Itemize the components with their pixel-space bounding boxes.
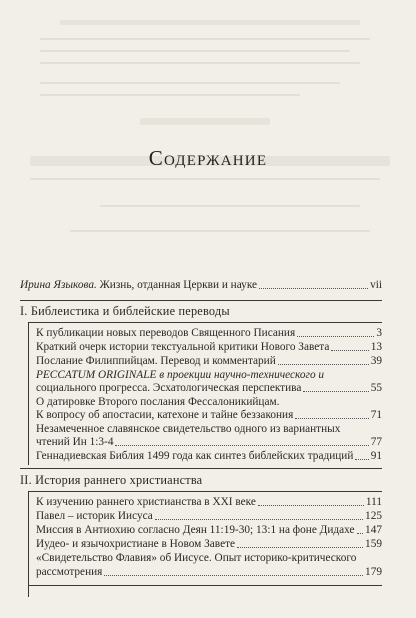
section-divider — [20, 300, 382, 301]
toc-entry — [36, 496, 382, 509]
dot-leader — [237, 546, 363, 548]
page-number: 55 — [370, 382, 382, 394]
toc-entry — [36, 510, 382, 523]
entry-title: К изучению раннего христианства в XXI веке — [36, 496, 256, 508]
toc-entry — [36, 524, 382, 537]
toc-intro-entry — [20, 279, 382, 292]
page-number: 147 — [365, 524, 382, 536]
section-bracket — [28, 491, 29, 597]
dot-leader — [115, 444, 368, 446]
entry-title: Послание Филиппийцам. Перевод и комментарий — [36, 355, 276, 367]
toc-entry-line — [36, 423, 382, 436]
dot-leader — [259, 287, 368, 289]
entry-title: PECCATUM ORIGINALE в проекции научно-технического и — [36, 369, 325, 381]
toc-entry — [36, 341, 382, 354]
section-bracket — [28, 322, 29, 465]
page-number: 91 — [370, 450, 382, 462]
toc-entry-line — [36, 552, 382, 565]
bleed-through-text — [0, 0, 416, 240]
page-number: 125 — [365, 510, 382, 522]
entry-title: Миссия в Антиохию согласно Деян 11:19-30; 13:1 на фоне Дидахе — [36, 524, 355, 536]
entry-title: Павел – историк Иисуса — [36, 510, 153, 522]
toc-entry — [36, 566, 382, 579]
dot-leader — [303, 390, 368, 392]
entry-title: О датировке Второго послания Фессалоникийцам. — [36, 396, 280, 408]
dot-leader — [331, 349, 368, 351]
dot-leader — [155, 518, 363, 520]
toc-entry — [36, 436, 382, 449]
entry-title: Краткий очерк истории текстуальной критики Нового Завета — [36, 341, 330, 353]
entry-title: Геннадиевская Библия 1499 года как синтез библейских традиций — [36, 450, 354, 462]
intro-author: Ирина Языкова. — [20, 279, 97, 291]
section-divider — [28, 491, 382, 492]
entry-title-cont: социального прогресса. Эсхатологическая перспектива — [36, 382, 302, 394]
toc-entry-line — [36, 396, 382, 409]
toc-entry — [36, 382, 382, 395]
entry-title: Иудео- и язычохристиане в Новом Завете — [36, 538, 236, 550]
dot-leader — [258, 504, 364, 506]
entry-title: «Свидетельство Флавия» об Иисусе. Опыт историко-критического — [36, 552, 357, 564]
section-divider — [28, 322, 382, 323]
page-number: vii — [370, 279, 382, 291]
section-heading: II. История раннего христианства — [20, 473, 203, 487]
page-number: 39 — [370, 355, 382, 367]
page-title: Содержание — [148, 146, 268, 170]
entry-title-cont: рассмотрения — [36, 566, 103, 578]
section-divider — [20, 468, 382, 469]
toc-entry — [36, 409, 382, 422]
page-number: 159 — [365, 538, 382, 550]
dot-leader — [297, 335, 374, 337]
section-divider — [28, 585, 382, 586]
dot-leader — [357, 532, 363, 534]
dot-leader — [355, 458, 368, 460]
dot-leader — [295, 417, 368, 419]
toc-entry — [36, 538, 382, 551]
page-number: 77 — [370, 436, 382, 448]
toc-entry — [36, 327, 382, 340]
dot-leader — [104, 574, 363, 576]
entry-title-cont: К вопросу об апостасии, катехоне и тайне беззакония — [36, 409, 294, 421]
dot-leader — [278, 363, 369, 365]
toc-entry-line — [36, 369, 382, 382]
page-number: 13 — [370, 341, 382, 353]
page-number: 3 — [376, 327, 382, 339]
entry-title: Незамеченное славянское свидетельство одного из вариантных — [36, 423, 341, 435]
page-number: 71 — [370, 409, 382, 421]
toc-entry — [36, 355, 382, 368]
toc-entry — [36, 450, 382, 463]
page-number: 111 — [365, 496, 382, 508]
intro-title: Жизнь, отданная Церкви и науке — [96, 279, 258, 291]
page-number: 179 — [365, 566, 382, 578]
entry-title: К публикации новых переводов Священного Писания — [36, 327, 296, 339]
section-heading: I. Библеистика и библейские переводы — [20, 304, 230, 318]
entry-title-cont: чтений Ин 1:3-4 — [36, 436, 114, 448]
